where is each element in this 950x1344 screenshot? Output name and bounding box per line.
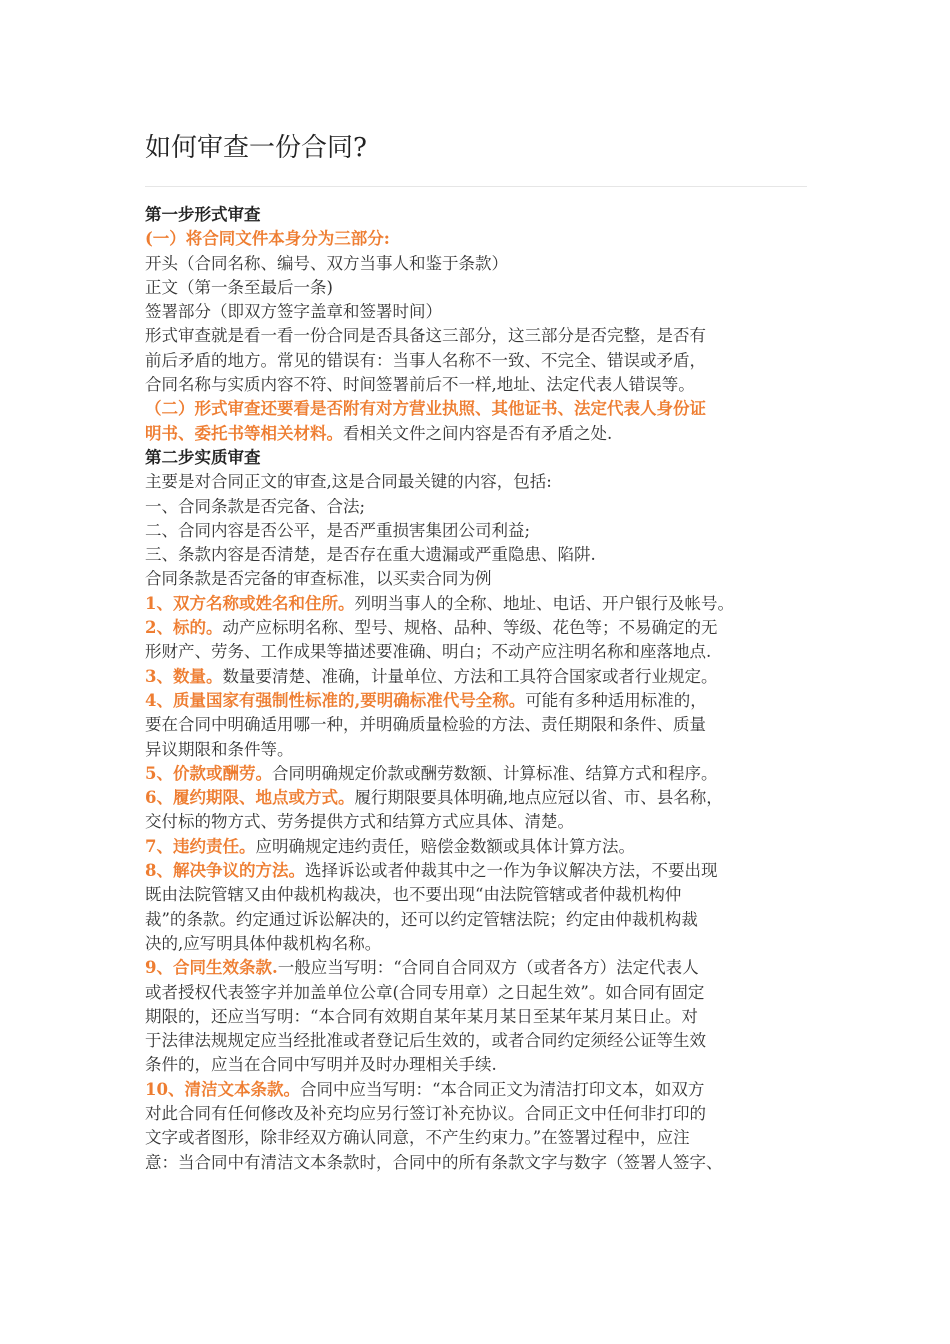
clause-text: 既由法院管辖又由仲裁机构裁决，也不要出现“由法院管辖或者仲裁机构仲 bbox=[145, 885, 682, 905]
clause-item bbox=[145, 859, 810, 883]
clause-item-continuation bbox=[145, 738, 810, 762]
clause-label: 8、解决争议的方法。 bbox=[145, 861, 305, 881]
step1-sub2-line1: （二）形式审查还要看是否附有对方营业执照、其他证书、法定代表人身份证 bbox=[145, 399, 706, 419]
clause-text: 选择诉讼或者仲裁其中之一作为争议解决方法，不要出现 bbox=[304, 861, 718, 881]
clause-label: 2、标的。 bbox=[145, 618, 223, 638]
step1-heading: 第一步形式审查 bbox=[145, 205, 261, 224]
part-sign: 签署部分（即双方签字盖章和签署时间） bbox=[145, 302, 442, 322]
clause-item-continuation bbox=[145, 1053, 810, 1077]
clause-text: 交付标的物方式、劳务提供方式和结算方式应具体、清楚。 bbox=[145, 812, 574, 832]
step1-sub2-line2 bbox=[145, 422, 810, 446]
desc-line: 形式审查就是看一看一份合同是否具备这三部分，这三部分是否完整，是否有 bbox=[145, 326, 706, 346]
step2-standard: 合同条款是否完备的审查标准，以买卖合同为例 bbox=[145, 569, 492, 589]
clause-item bbox=[145, 1078, 810, 1102]
clause-item-continuation bbox=[145, 640, 810, 664]
clause-text: 可能有多种适用标准的， bbox=[525, 690, 707, 710]
clause-text: 数量要清楚、准确，计量单位、方法和工具符合国家或者行业规定。 bbox=[222, 666, 718, 686]
clause-text: 动产应标明名称、型号、规格、品种、等级、花色等；不易确定的无 bbox=[222, 618, 718, 638]
step1-sub1-heading: (一）将合同文件本身分为三部分: bbox=[145, 229, 390, 249]
clause-text: 决的,应写明具体仲裁机构名称。 bbox=[145, 933, 382, 953]
clause-text: 裁”的条款。约定通过诉讼解决的，还可以约定管辖法院；约定由仲裁机构裁 bbox=[145, 909, 698, 929]
desc-line: 合同名称与实质内容不符、时间签署前后不一样,地址、法定代表人错误等。 bbox=[145, 375, 695, 395]
clause-text: 要在合同中明确适用哪一种，并明确质量检验的方法、责任期限和条件、质量 bbox=[145, 715, 706, 735]
part-head: 开头（合同名称、编号、双方当事人和鉴于条款） bbox=[145, 253, 508, 273]
step2-point: 二、合同内容是否公平，是否严重损害集团公司利益; bbox=[145, 520, 531, 540]
clause-text: 合同中应当写明：“本合同正文为清洁打印文本，如双方 bbox=[299, 1079, 705, 1099]
clause-item bbox=[145, 616, 810, 640]
clause-text: 于法律法规规定应当经批准或者登记后生效的，或者合同约定须经公证等生效 bbox=[145, 1031, 706, 1051]
document-body bbox=[145, 203, 810, 1175]
clause-item-continuation bbox=[145, 1151, 810, 1175]
clause-text: 条件的，应当在合同中写明并及时办理相关手续. bbox=[145, 1055, 497, 1075]
clause-item-continuation bbox=[145, 1126, 810, 1150]
clause-text: 一般应当写明：“合同自合同双方（或者各方）法定代表人 bbox=[277, 958, 699, 978]
step2-point: 一、合同条款是否完备、合法; bbox=[145, 496, 366, 516]
clause-item bbox=[145, 762, 810, 786]
clause-text: 期限的，还应当写明：“本合同有效期自某年某月某日至某年某月某日止。对 bbox=[145, 1006, 698, 1026]
clause-text: 形财产、劳务、工作成果等描述要准确、明白；不动产应注明名称和座落地点. bbox=[145, 642, 712, 662]
sub2-rest: 看相关文件之间内容是否有矛盾之处. bbox=[343, 423, 613, 443]
clause-text: 意：当合同中有清洁文本条款时，合同中的所有条款文字与数字（签署人签字、 bbox=[145, 1152, 723, 1172]
clause-text: 合同明确规定价款或酬劳数额、计算标准、结算方式和程序。 bbox=[271, 763, 718, 783]
title-divider bbox=[145, 186, 807, 187]
clause-item-continuation bbox=[145, 908, 810, 932]
step2-point: 三、条款内容是否清楚，是否存在重大遗漏或严重隐患、陷阱. bbox=[145, 545, 596, 565]
clause-text: 对此合同有任何修改及补充均应另行签订补充协议。合同正文中任何非打印的 bbox=[145, 1103, 706, 1123]
part-body: 正文（第一条至最后一条) bbox=[145, 277, 333, 297]
step2-heading: 第二步实质审查 bbox=[145, 447, 261, 467]
clause-item-continuation bbox=[145, 1005, 810, 1029]
clause-text: 履行期限要具体明确,地点应冠以省、市、县名称， bbox=[354, 788, 723, 808]
clause-label: 6、履约期限、地点或方式。 bbox=[145, 788, 355, 808]
clause-label: 9、合同生效条款. bbox=[145, 958, 278, 978]
clause-item bbox=[145, 786, 810, 810]
desc-line: 前后矛盾的地方。常见的错误有：当事人名称不一致、不完全、错误或矛盾， bbox=[145, 350, 706, 370]
clause-text: 或者授权代表签字并加盖单位公章(合同专用章）之日起生效”。如合同有固定 bbox=[145, 982, 705, 1002]
clause-item-continuation bbox=[145, 1029, 810, 1053]
clause-item-continuation bbox=[145, 713, 810, 737]
clause-text: 异议期限和条件等。 bbox=[145, 739, 294, 759]
clause-text: 应明确规定违约责任，赔偿金数额或具体计算方法。 bbox=[255, 836, 635, 856]
clause-label: 7、违约责任。 bbox=[145, 836, 256, 856]
clause-text: 列明当事人的全称、地址、电话、开户银行及帐号。 bbox=[354, 593, 734, 613]
sub2-bold: 明书、委托书等相关材料。 bbox=[145, 423, 343, 443]
clause-label: 3、数量。 bbox=[145, 666, 223, 686]
page-title: 如何审查一份合同? bbox=[145, 133, 367, 163]
clause-item-continuation bbox=[145, 981, 810, 1005]
clause-item-continuation bbox=[145, 1102, 810, 1126]
clause-item bbox=[145, 835, 810, 859]
clause-item-continuation bbox=[145, 932, 810, 956]
clause-list bbox=[145, 592, 810, 1175]
clause-item-continuation bbox=[145, 883, 810, 907]
step2-intro: 主要是对合同正文的审查,这是合同最关键的内容，包括: bbox=[145, 472, 552, 492]
clause-item bbox=[145, 956, 810, 980]
clause-label: 4、质量国家有强制性标准的,要明确标准代号全称。 bbox=[145, 690, 526, 710]
clause-item bbox=[145, 592, 810, 616]
clause-item bbox=[145, 665, 810, 689]
clause-item-continuation bbox=[145, 810, 810, 834]
clause-label: 1、双方名称或姓名和住所。 bbox=[145, 593, 355, 613]
clause-item bbox=[145, 689, 810, 713]
clause-text: 文字或者图形，除非经双方确认同意，不产生约束力。”在签署过程中，应注 bbox=[145, 1128, 690, 1148]
clause-label: 5、价款或酬劳。 bbox=[145, 763, 272, 783]
clause-label: 10、清洁文本条款。 bbox=[145, 1079, 300, 1099]
